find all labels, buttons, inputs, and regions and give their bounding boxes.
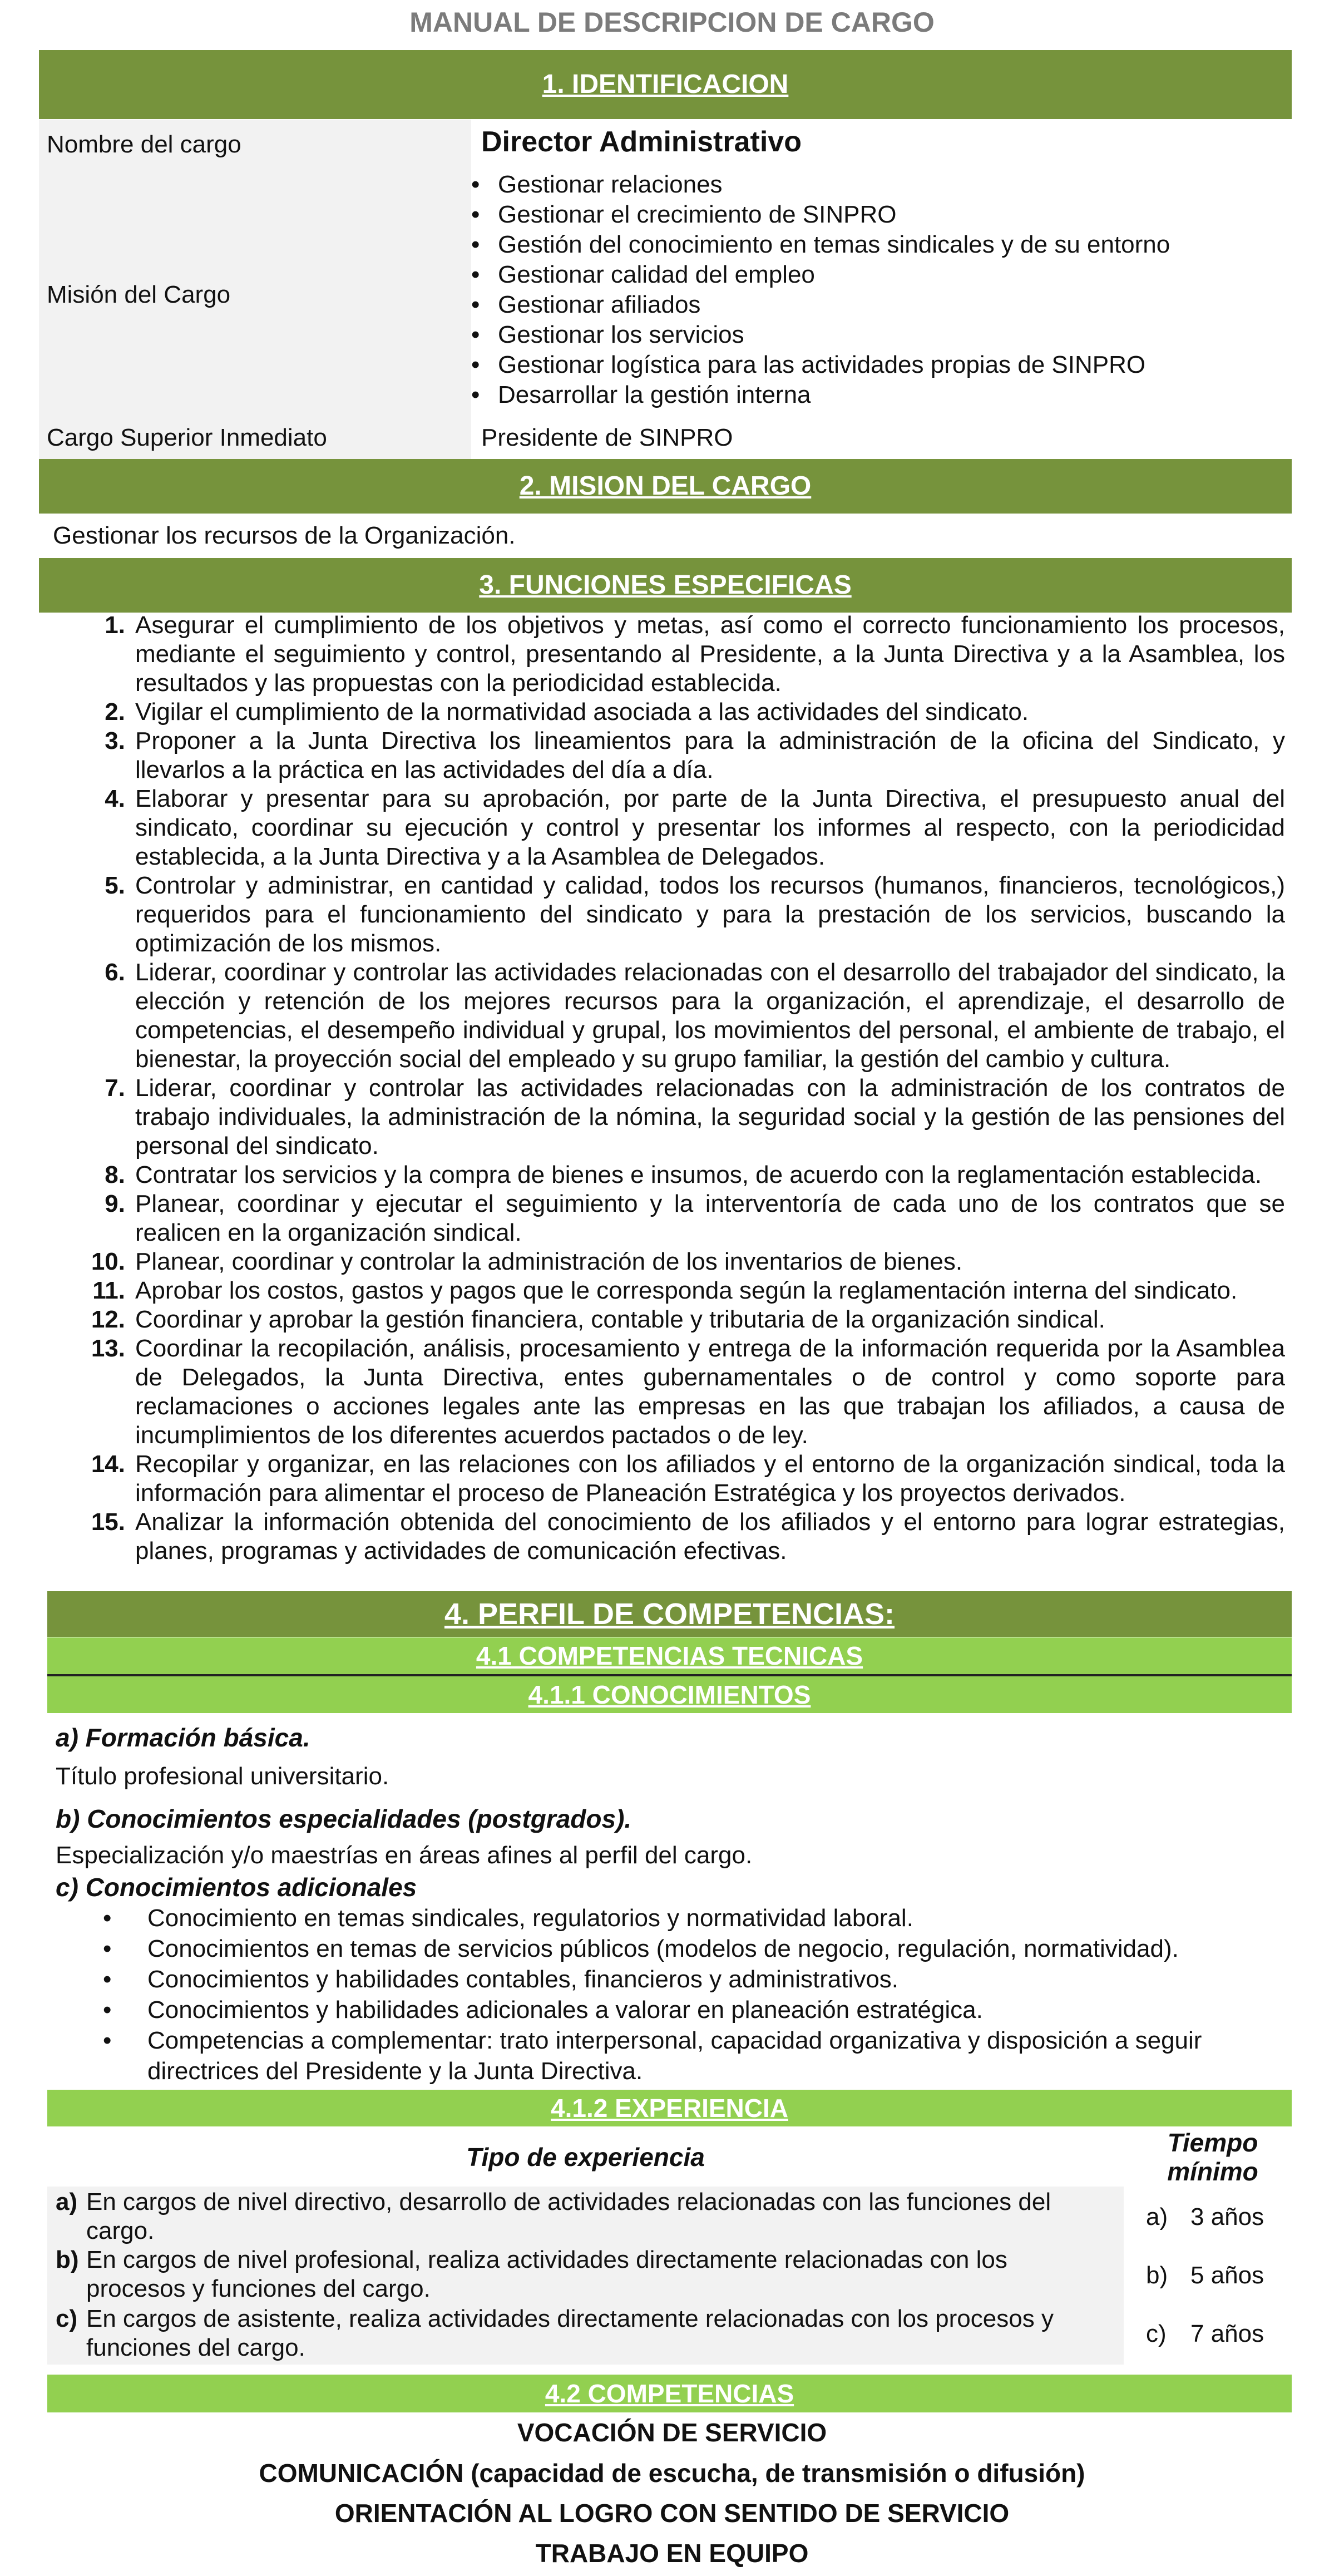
funcion-text: Controlar y administrar, en cantidad y calidad, todos los recursos (humanos, financieros, tecnológicos,) requeridos para el funcionamiento del sindicato y para la prestación de los servicios, buscando la optimización de los mismos. xyxy=(135,872,1285,957)
funciones-list xyxy=(86,611,1285,1566)
funcion-number: 8. xyxy=(105,1161,125,1188)
funcion-text: Vigilar el cumplimiento de la normatividad asociada a las actividades del sindicato. xyxy=(135,698,1029,726)
mision-item: • Gestionar los servicios xyxy=(470,320,1170,350)
time-key: b) xyxy=(1146,2262,1168,2289)
funcion-item xyxy=(86,1247,1285,1276)
experience-time xyxy=(1146,2320,1279,2348)
section-1-heading: 1. IDENTIFICACION xyxy=(39,50,1292,119)
funcion-text: Liderar, coordinar y controlar las actividades relacionadas con el desarrollo del trabajador del sindicato, la elección y retención de los mejores recursos para la organización, el aprendizaje, el desarrollo de competencias, el desempeño individual y grupal, los movimientos del personal, el ambiente de trabajo, el bienestar, la proyección social del empleado y su grupo familiar, la gestión del cambio y cultura. xyxy=(135,959,1285,1073)
funcion-text: Aprobar los costos, gastos y pagos que le corresponda según la reglamentación interna del sindicato. xyxy=(135,1277,1238,1304)
time-key: a) xyxy=(1146,2203,1168,2230)
tipo-experiencia-header: Tipo de experiencia xyxy=(466,2143,705,2172)
mision-list xyxy=(470,170,1170,410)
funcion-item xyxy=(86,1190,1285,1247)
adicional-item: • Conocimiento en temas sindicales, regulatorios y normatividad laboral. xyxy=(97,1903,1266,1933)
funcion-number: 1. xyxy=(105,611,125,639)
nombre-cargo-value: Director Administrativo xyxy=(481,126,802,158)
section-3-heading: 3. FUNCIONES ESPECIFICAS xyxy=(39,558,1292,613)
funcion-item xyxy=(86,1450,1285,1508)
competencia-item: TRABAJO EN EQUIPO xyxy=(535,2539,809,2568)
funcion-item xyxy=(86,698,1285,727)
competencia-item: ORIENTACIÓN AL LOGRO CON SENTIDO DE SERVICIO xyxy=(334,2499,1010,2528)
mision-item: • Gestionar calidad del empleo xyxy=(470,260,1170,290)
section-4-heading: 4. PERFIL DE COMPETENCIAS: xyxy=(47,1591,1292,1637)
funcion-number: 11. xyxy=(92,1277,125,1304)
time-value: 7 años xyxy=(1190,2320,1264,2347)
adicional-item: • Competencias a complementar: trato interpersonal, capacidad organizativa y disposición a seguir directrices del Presidente y la Junta Directiva. xyxy=(97,2025,1266,2086)
funcion-item xyxy=(86,784,1285,871)
adicionales-heading: c) Conocimientos adicionales xyxy=(56,1873,417,1902)
formacion-text: Título profesional universitario. xyxy=(56,1763,389,1790)
document-title: MANUAL DE DESCRIPCION DE CARGO xyxy=(409,7,935,38)
funcion-item xyxy=(86,611,1285,698)
experience-row xyxy=(56,2188,1113,2246)
funcion-number: 13. xyxy=(91,1335,125,1362)
funcion-number: 14. xyxy=(91,1450,125,1478)
mision-item: • Gestionar logística para las actividades propias de SINPRO xyxy=(470,350,1170,380)
funcion-item xyxy=(86,1074,1285,1161)
experience-key: b) xyxy=(56,2246,79,2273)
funcion-text: Liderar, coordinar y controlar las actividades relacionadas con la administración de los contratos de trabajo individuales, la administración de la nómina, la seguridad social y la gestión de las pensiones del personal del sindicato. xyxy=(135,1074,1285,1159)
section-42-heading: 4.2 COMPETENCIAS xyxy=(47,2375,1292,2412)
experience-key: a) xyxy=(56,2188,78,2215)
experience-time xyxy=(1146,2262,1279,2289)
funcion-number: 2. xyxy=(105,698,125,726)
experience-row xyxy=(56,2246,1113,2303)
mision-cargo-label: Misión del Cargo xyxy=(47,281,231,308)
funcion-item xyxy=(86,1305,1285,1334)
funcion-text: Contratar los servicios y la compra de bienes e insumos, de acuerdo con la reglamentación establecida. xyxy=(135,1161,1262,1188)
tiempo-minimo-header xyxy=(1135,2128,1291,2186)
especialidades-text: Especialización y/o maestrías en áreas afines al perfil del cargo. xyxy=(56,1842,753,1869)
mision-item: • Desarrollar la gestión interna xyxy=(470,380,1170,410)
funcion-text: Coordinar la recopilación, análisis, procesamiento y entrega de la información requerida por la Asamblea de Delegados, la Junta Directiva, entes gubernamentales o de control y como soporte para reclamaciones o acciones legales ante las empresas en las que trabajan los afiliados, a causa de incumplimientos de los diferentes acuerdos pactados o de ley. xyxy=(135,1335,1285,1449)
section-41-heading: 4.1 COMPETENCIAS TECNICAS xyxy=(47,1637,1292,1674)
funcion-number: 4. xyxy=(105,785,125,812)
cargo-superior-label: Cargo Superior Inmediato xyxy=(47,424,327,451)
time-value: 5 años xyxy=(1190,2262,1264,2289)
funcion-item xyxy=(86,1276,1285,1305)
adicionales-list xyxy=(97,1903,1266,2086)
funcion-number: 15. xyxy=(91,1508,125,1536)
experience-time xyxy=(1146,2203,1279,2231)
competencia-item: COMUNICACIÓN (capacidad de escucha, de transmisión o difusión) xyxy=(259,2459,1085,2488)
funcion-number: 9. xyxy=(105,1190,125,1217)
funcion-text: Planear, coordinar y controlar la administración de los inventarios de bienes. xyxy=(135,1248,963,1275)
funcion-number: 3. xyxy=(105,727,125,754)
mision-item: • Gestionar afiliados xyxy=(470,290,1170,320)
minimo-label: mínimo xyxy=(1167,2157,1258,2186)
section-411-heading: 4.1.1 CONOCIMIENTOS xyxy=(47,1676,1292,1713)
funcion-text: Asegurar el cumplimiento de los objetivos y metas, así como el correcto funcionamiento los procesos, mediante el seguimiento y control, presentando al Presidente, a la Junta Directiva y a la Asamblea, los resultados y las propuestas con la periodicidad establecida. xyxy=(135,611,1285,697)
mision-item: • Gestión del conocimiento en temas sindicales y de su entorno xyxy=(470,230,1170,260)
funcion-item xyxy=(86,958,1285,1074)
section-2-heading: 2. MISION DEL CARGO xyxy=(39,459,1292,514)
funcion-number: 10. xyxy=(91,1248,125,1275)
especialidades-heading: b) Conocimientos especialidades (postgrados). xyxy=(56,1804,632,1833)
cargo-superior-value: Presidente de SINPRO xyxy=(481,424,733,451)
funcion-text: Elaborar y presentar para su aprobación, por parte de la Junta Directiva, el presupuesto anual del sindicato, coordinar su ejecución y control y presentar los informes al respecto, con la periodicidad establecida, a la Junta Directiva y a la Asamblea de Delegados. xyxy=(135,785,1285,870)
mision-item: • Gestionar relaciones xyxy=(470,170,1170,200)
funcion-item xyxy=(86,727,1285,784)
adicional-item: • Conocimientos en temas de servicios públicos (modelos de negocio, regulación, normatividad). xyxy=(97,1933,1266,1964)
mision-text: Gestionar los recursos de la Organización. xyxy=(53,522,516,549)
funcion-number: 12. xyxy=(91,1306,125,1333)
competencia-item: VOCACIÓN DE SERVICIO xyxy=(517,2418,827,2447)
time-value: 3 años xyxy=(1190,2203,1264,2230)
experience-text: En cargos de nivel profesional, realiza actividades directamente relacionadas con los procesos y funciones del cargo. xyxy=(86,2246,1007,2302)
funcion-number: 7. xyxy=(105,1074,125,1102)
experience-key: c) xyxy=(56,2305,78,2332)
funcion-item xyxy=(86,1161,1285,1190)
funcion-item xyxy=(86,1334,1285,1450)
funcion-item xyxy=(86,871,1285,958)
funcion-text: Recopilar y organizar, en las relaciones con los afiliados y el entorno de la organización sindical, toda la información para alimentar el proceso de Planeación Estratégica y los proyectos derivados. xyxy=(135,1450,1285,1507)
funcion-number: 5. xyxy=(105,872,125,899)
formacion-heading: a) Formación básica. xyxy=(56,1723,310,1752)
funcion-text: Coordinar y aprobar la gestión financiera, contable y tributaria de la organización sindical. xyxy=(135,1306,1105,1333)
experience-text: En cargos de nivel directivo, desarrollo de actividades relacionadas con las funciones del cargo. xyxy=(86,2188,1051,2244)
adicional-item: • Conocimientos y habilidades adicionales a valorar en planeación estratégica. xyxy=(97,1995,1266,2025)
funcion-text: Planear, coordinar y ejecutar el seguimiento y la interventoría de cada uno de los contratos que se realicen en la organización sindical. xyxy=(135,1190,1285,1246)
funcion-text: Analizar la información obtenida del conocimiento de los afiliados y el entorno para lograr estrategias, planes, programas y actividades de comunicación efectivas. xyxy=(135,1508,1285,1565)
experience-text: En cargos de asistente, realiza actividades directamente relacionadas con los procesos y funciones del cargo. xyxy=(86,2305,1054,2361)
time-key: c) xyxy=(1146,2320,1167,2347)
funcion-number: 6. xyxy=(105,959,125,986)
experience-row xyxy=(56,2304,1113,2362)
adicional-item: • Conocimientos y habilidades contables, financieros y administrativos. xyxy=(97,1964,1266,1995)
section-412-heading: 4.1.2 EXPERIENCIA xyxy=(47,2090,1292,2126)
mision-item: • Gestionar el crecimiento de SINPRO xyxy=(470,200,1170,230)
nombre-cargo-label: Nombre del cargo xyxy=(47,131,241,158)
tiempo-label: Tiempo xyxy=(1167,2128,1258,2157)
funcion-text: Proponer a la Junta Directiva los lineamientos para la administración de la oficina del Sindicato, y llevarlos a la práctica en las actividades del día a día. xyxy=(135,727,1285,783)
funcion-item xyxy=(86,1508,1285,1566)
